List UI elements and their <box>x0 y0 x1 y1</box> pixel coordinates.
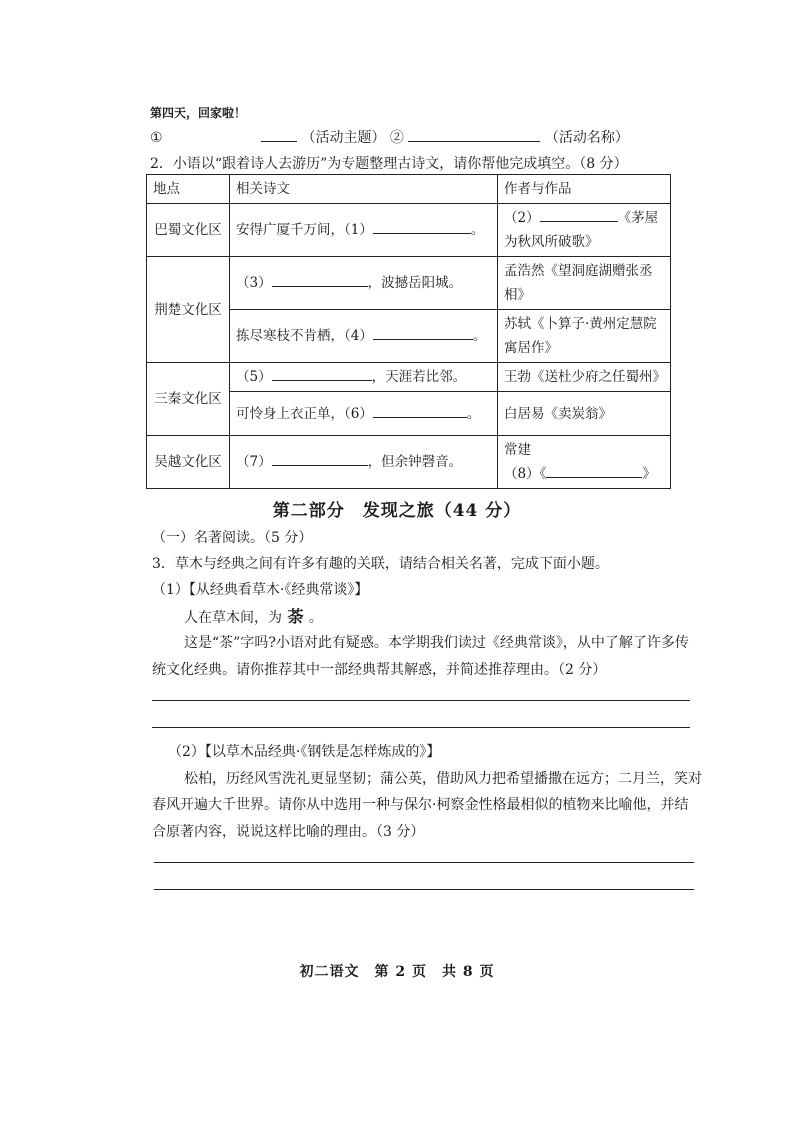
header-author: 作者与作品 <box>498 175 671 204</box>
blank-2[interactable] <box>540 207 618 222</box>
author-prefix: （8）《 <box>504 466 547 482</box>
section-1-heading: （一）名著阅读。（5 分） <box>152 530 313 546</box>
day-heading: 第四天，回家啦！ <box>150 106 247 120</box>
poem-text: （3） <box>236 275 272 291</box>
page-footer: 初二语文 第 2 页 共 8 页 <box>299 964 495 980</box>
author-cell-6: 白居易《卖炭翁》 <box>498 392 671 436</box>
blank-7[interactable] <box>272 451 368 466</box>
poem-cell-6 <box>230 392 498 436</box>
place-jingchu: 荆楚文化区 <box>147 257 230 363</box>
table-row <box>147 257 671 310</box>
blank-4[interactable] <box>373 325 473 340</box>
poem-table <box>146 174 671 489</box>
poem-text-end: 。 <box>466 405 481 422</box>
table-row <box>147 436 671 489</box>
place-bashu: 巴蜀文化区 <box>147 204 230 257</box>
blank-activity-name[interactable] <box>408 127 540 142</box>
poem-cell-4 <box>230 310 498 363</box>
author-suffix: 》 <box>642 466 656 482</box>
question-3: 3．草木与经典之间有许多有趣的关联，请结合相关名著，完成下面小题。 <box>152 556 609 572</box>
question-3-2-heading: （2）【以草木品经典·《钢铁是怎样炼成的》】 <box>168 744 441 760</box>
author-name: 常建 <box>504 442 531 458</box>
table-row <box>147 204 671 257</box>
poem-text-end: 。 <box>470 222 485 238</box>
answer-line-1[interactable] <box>152 700 690 701</box>
header-poem: 相关诗文 <box>230 175 498 204</box>
poem-text: （5） <box>236 369 272 385</box>
q3-1-body-2: 统文化经典。请你推荐其中一部经典帮其解惑，并简述推荐理由。（2 分） <box>152 662 607 678</box>
poem-cell-7 <box>230 436 498 489</box>
mark-2: ② <box>389 130 404 146</box>
answer-line-3[interactable] <box>154 862 694 863</box>
blank-6[interactable] <box>373 403 467 418</box>
author-prefix: （2） <box>504 210 540 226</box>
poem-text-end: ，天涯若比邻。 <box>371 369 467 385</box>
q3-1-body-1: 这是“茶”字吗?小语对此有疑惑。本学期我们读过《经典常谈》，从中了解了许多传 <box>184 635 689 651</box>
label-activity-theme: （活动主题） <box>301 130 386 146</box>
q3-2-body-2: 春风开遍大千世界。请你从中选用一种与保尔·柯察金性格最相似的植物来比喻他，并结 <box>152 797 689 813</box>
author-cell-5: 王勃《送杜少府之任蜀州》 <box>498 363 671 392</box>
place-wuyue: 吴越文化区 <box>147 436 230 489</box>
part2-title: 第二部分 发现之旅（44 分） <box>272 501 522 521</box>
quote-line <box>184 604 323 627</box>
author-cell-1 <box>498 204 671 257</box>
blank-1[interactable] <box>373 219 471 234</box>
quote-end: 。 <box>308 610 323 626</box>
activity-line <box>150 127 629 147</box>
poem-text: 安得广厦千万间，（1） <box>236 222 373 238</box>
table-row <box>147 363 671 392</box>
poem-text: 可怜身上衣正单，（6） <box>236 405 373 422</box>
author-cell-3: 孟浩然《望洞庭湖赠张丞相》 <box>498 257 671 310</box>
poem-text: （7） <box>236 454 272 470</box>
header-place: 地点 <box>147 175 230 204</box>
q3-2-body-3: 合原著内容，说说这样比喻的理由。（3 分） <box>152 824 425 840</box>
poem-cell-1 <box>230 204 498 257</box>
mark-1: ① <box>150 130 163 146</box>
blank-activity-theme[interactable] <box>261 127 297 142</box>
blank-8[interactable] <box>546 463 642 478</box>
tea-glyph: 荼 <box>287 607 304 626</box>
blank-3[interactable] <box>272 272 368 287</box>
quote-text: 人在草木间，为 <box>184 610 282 626</box>
poem-cell-3 <box>230 257 498 310</box>
poem-text-end: ，但余钟磬音。 <box>367 454 463 470</box>
q3-2-body-1: 松柏，历经风雪洗礼更显坚韧；蒲公英，借助风力把希望播撒在远方；二月兰，笑对 <box>184 771 702 787</box>
question-2: 2．小语以“跟着诗人去游历”为专题整理古诗文，请你帮他完成填空。（8 分） <box>150 156 628 172</box>
author-work: 《茅屋为秋风所破歌》 <box>504 210 659 250</box>
poem-text: 拣尽寒枝不肯栖，（4） <box>236 328 373 344</box>
author-cell-4: 苏轼《卜算子·黄州定慧院寓居作》 <box>498 310 671 363</box>
poem-text-end: 。 <box>472 328 487 344</box>
question-3-1-heading: （1）【从经典看草木·《经典常谈》】 <box>152 582 369 598</box>
table-header-row <box>147 175 671 204</box>
poem-cell-5 <box>230 363 498 392</box>
answer-line-2[interactable] <box>152 727 690 728</box>
answer-line-4[interactable] <box>154 889 694 890</box>
label-activity-name: （活动名称） <box>544 130 629 146</box>
poem-text-end: ，波撼岳阳城。 <box>367 275 463 291</box>
author-cell-7 <box>498 436 671 489</box>
blank-5[interactable] <box>272 366 372 381</box>
place-sanqin: 三秦文化区 <box>147 363 230 436</box>
